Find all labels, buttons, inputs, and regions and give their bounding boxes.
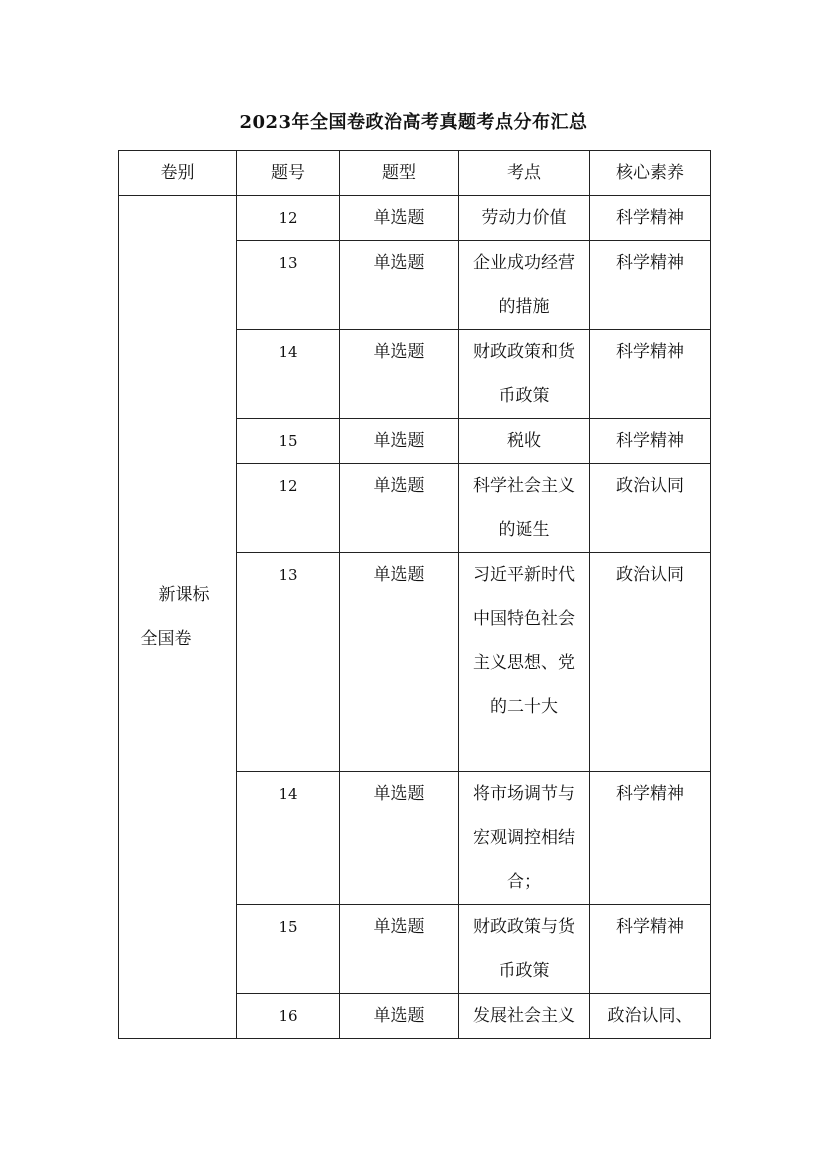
question-type: 单选题 xyxy=(340,330,459,419)
question-type: 单选题 xyxy=(340,464,459,553)
question-type: 单选题 xyxy=(340,553,459,772)
core-skill: 科学精神 xyxy=(590,419,711,464)
header-number: 题号 xyxy=(237,151,340,196)
header-type: 题型 xyxy=(340,151,459,196)
core-skill: 政治认同、 xyxy=(590,994,711,1039)
page-title: 2023年全国卷政治高考真题考点分布汇总 xyxy=(239,112,588,133)
key-point: 习近平新时代中国特色社会主义思想、党的二十大 xyxy=(459,553,590,772)
header-point: 考点 xyxy=(459,151,590,196)
question-number: 12 xyxy=(237,464,340,553)
key-point: 税收 xyxy=(459,419,590,464)
question-type: 单选题 xyxy=(340,905,459,994)
key-point: 科学社会主义的诞生 xyxy=(459,464,590,553)
question-type: 单选题 xyxy=(340,196,459,241)
question-number: 14 xyxy=(237,330,340,419)
key-point: 发展社会主义 xyxy=(459,994,590,1039)
header-skill: 核心素养 xyxy=(590,151,711,196)
question-number: 16 xyxy=(237,994,340,1039)
key-point: 财政政策和货币政策 xyxy=(459,330,590,419)
table-header-row xyxy=(119,151,711,196)
key-point: 劳动力价值 xyxy=(459,196,590,241)
question-number: 15 xyxy=(237,905,340,994)
section-label: 新课标全国卷 xyxy=(140,585,210,649)
question-number: 13 xyxy=(237,553,340,772)
core-skill: 科学精神 xyxy=(590,330,711,419)
key-point: 将市场调节与宏观调控相结合； xyxy=(459,772,590,905)
question-number: 13 xyxy=(237,241,340,330)
core-skill: 科学精神 xyxy=(590,196,711,241)
core-skill: 政治认同 xyxy=(590,553,711,772)
core-skill: 科学精神 xyxy=(590,905,711,994)
core-skill: 科学精神 xyxy=(590,241,711,330)
exam-topic-table xyxy=(118,150,711,1039)
key-point: 企业成功经营的措施 xyxy=(459,241,590,330)
question-number: 14 xyxy=(237,772,340,905)
question-type: 单选题 xyxy=(340,241,459,330)
table-row xyxy=(119,196,711,241)
question-type: 单选题 xyxy=(340,994,459,1039)
question-type: 单选题 xyxy=(340,772,459,905)
header-paper: 卷别 xyxy=(119,151,237,196)
question-number: 15 xyxy=(237,419,340,464)
question-type: 单选题 xyxy=(340,419,459,464)
core-skill: 政治认同 xyxy=(590,464,711,553)
core-skill: 科学精神 xyxy=(590,772,711,905)
key-point: 财政政策与货币政策 xyxy=(459,905,590,994)
question-number: 12 xyxy=(237,196,340,241)
section-cell xyxy=(119,196,237,1039)
